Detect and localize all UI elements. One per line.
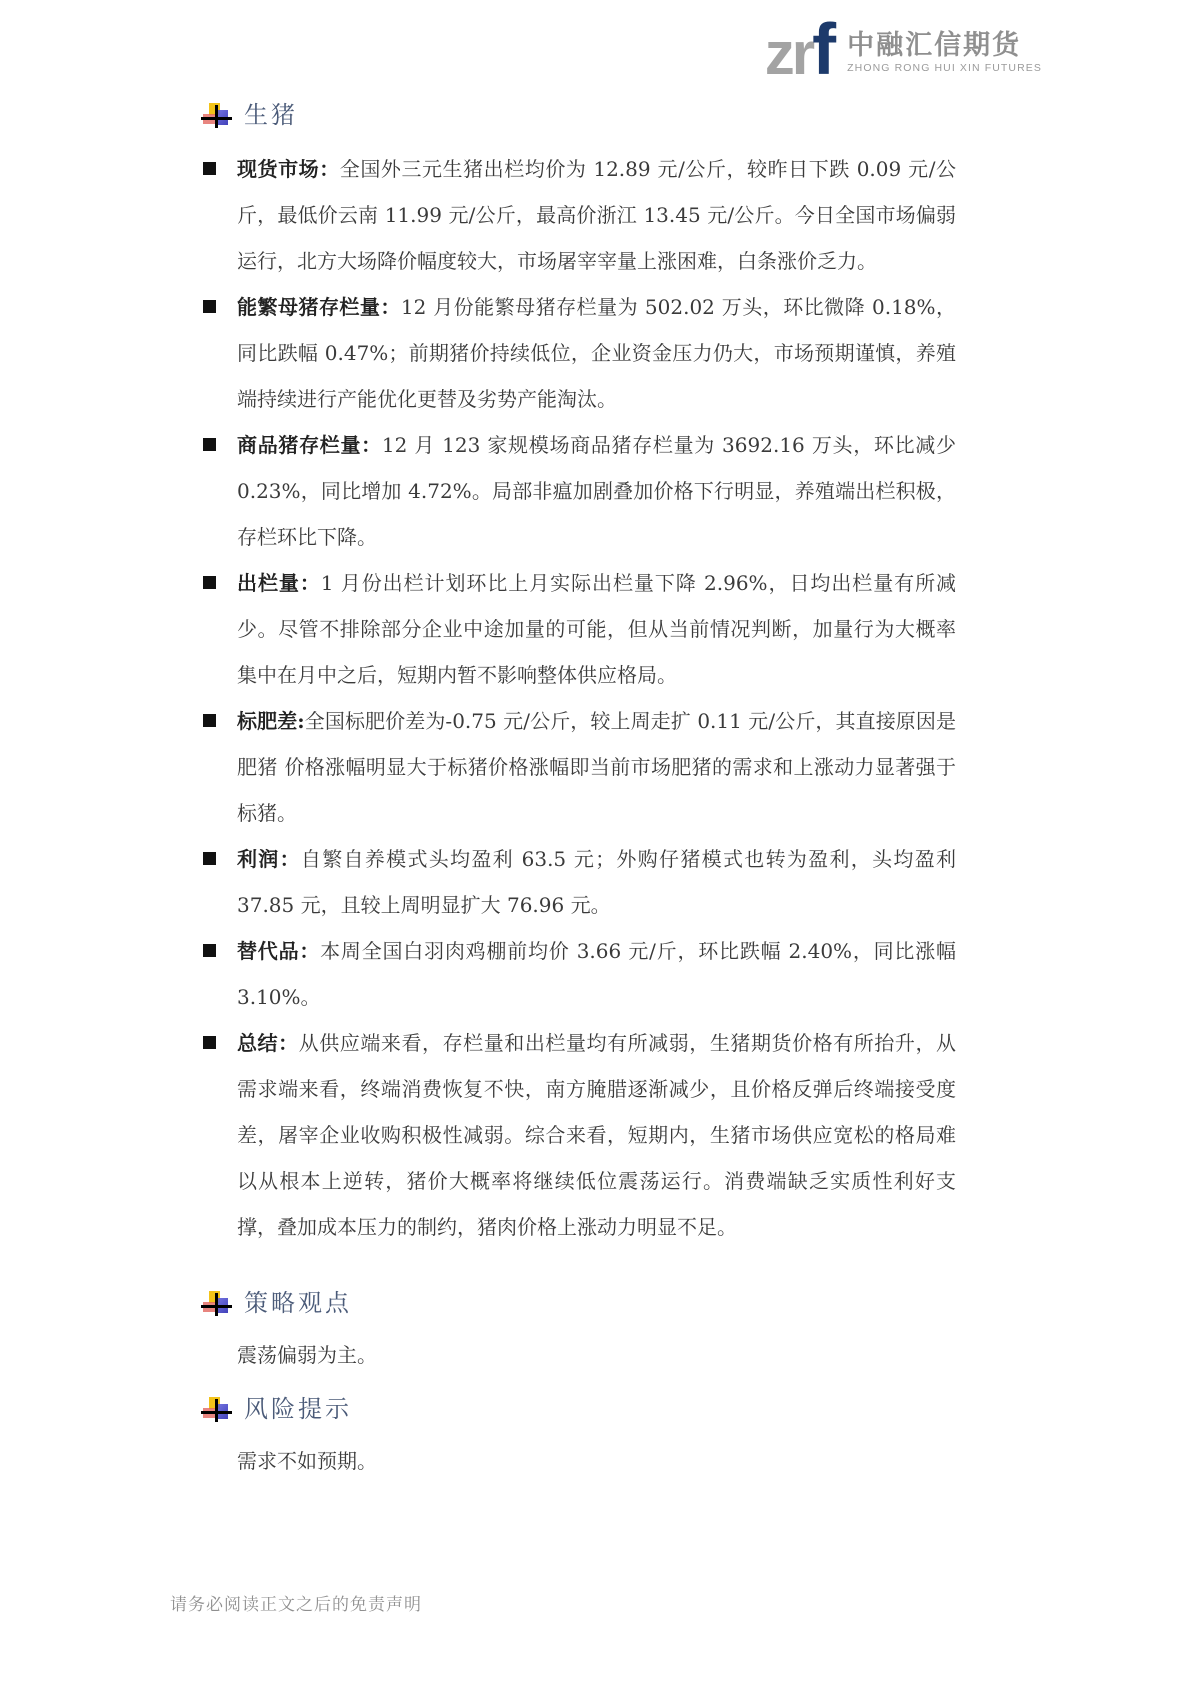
company-name-en: ZHONG RONG HUI XIN FUTURES xyxy=(847,62,1042,74)
bullet-text xyxy=(237,1020,956,1250)
section-title-strategy: 策略观点 xyxy=(244,1289,352,1317)
marker-cross-vertical xyxy=(215,1293,218,1316)
bullet-label: 能繁母猪存栏量： xyxy=(237,295,401,319)
risk-body-text: 需求不如预期。 xyxy=(237,1449,377,1473)
logo-letters-zr: zr xyxy=(764,20,813,87)
section-header-risk xyxy=(203,1392,956,1426)
bullet-standard-fat-spread xyxy=(203,698,956,836)
logo-letter-f: f xyxy=(812,10,834,90)
bullet-slaughter-volume xyxy=(203,560,956,698)
bullet-substitutes xyxy=(203,928,956,1020)
bullet-body: 从供应端来看，存栏量和出栏量均有所减弱，生猪期货价格有所抬升，从需求端来看，终端消费恢复不快，南方腌腊逐渐减少，且价格反弹后终端接受度差，屠宰企业收购积极性减弱。综合来看，短期内，生猪市场供应宽松的格局难以从根本上逆转，猪价大概率将继续低位震荡运行。消费端缺乏实质性利好支撑，叠加成本压力的制约，猪肉价格上涨动力明显不足。 xyxy=(237,1031,957,1239)
company-name-cn: 中融汇信期货 xyxy=(847,30,1022,60)
bullet-label: 替代品： xyxy=(237,939,321,963)
bullet-text xyxy=(237,284,956,422)
section-title-risk: 风险提示 xyxy=(244,1395,352,1423)
bullet-body: 本周全国白羽肉鸡棚前均价 3.66 元/斤，环比跌幅 2.40%，同比涨幅 3.10%。 xyxy=(237,939,956,1009)
section-title-hogs: 生猪 xyxy=(244,101,298,129)
section-marker-icon xyxy=(203,102,230,129)
bullet-body: 全国外三元生猪出栏均价为 12.89 元/公斤，较昨日下跌 0.09 元/公斤，最低价云南 11.99 元/公斤，最高价浙江 13.45 元/公斤。今日全国市场偏弱运行，北方大场降价幅度较大，市场屠宰宰量上涨困难，白条涨价乏力。 xyxy=(237,157,956,273)
bullet-body: 12 月 123 家规模场商品猪存栏量为 3692.16 万头，环比减少 0.23%，同比增加 4.72%。局部非瘟加剧叠加价格下行明显，养殖端出栏积极，存栏环比下降。 xyxy=(237,433,956,549)
bullet-body: 自繁自养模式头均盈利 63.5 元；外购仔猪模式也转为盈利，头均盈利 37.85 元，且较上周明显扩大 76.96 元。 xyxy=(237,847,957,917)
bullet-label: 总结： xyxy=(237,1031,299,1055)
strategy-body-text: 震荡偏弱为主。 xyxy=(237,1343,377,1367)
section-marker-icon xyxy=(203,1290,230,1317)
bullet-summary xyxy=(203,1020,956,1250)
bullet-spot-market xyxy=(203,146,956,284)
bullet-body: 全国标肥价差为-0.75 元/公斤，较上周走扩 0.11 元/公斤，其直接原因是肥猪 价格涨幅明显大于标猪价格涨幅即当前市场肥猪的需求和上涨动力显著强于标猪。 xyxy=(237,709,956,825)
bullet-label: 出栏量： xyxy=(237,571,321,595)
bullet-text xyxy=(237,928,956,1020)
bullet-square-icon xyxy=(203,928,237,1020)
section-marker-icon xyxy=(203,1396,230,1423)
marker-cross-vertical xyxy=(215,105,218,128)
bullet-text xyxy=(237,560,956,698)
bullet-square-icon xyxy=(203,146,237,284)
bullet-square-icon xyxy=(203,284,237,422)
bullet-square-icon xyxy=(203,422,237,560)
bullet-square-icon xyxy=(203,1020,237,1250)
bullet-list xyxy=(203,146,956,1250)
bullet-body: 1 月份出栏计划环比上月实际出栏量下降 2.96%，日均出栏量有所减少。尽管不排除部分企业中途加量的可能，但从当前情况判断，加量行为大概率集中在月中之后，短期内暂不影响整体供应格局。 xyxy=(237,571,957,687)
bullet-text xyxy=(237,146,956,284)
bullet-body: 12 月份能繁母猪存栏量为 502.02 万头，环比微降 0.18%，同比跌幅 0.47%；前期猪价持续低位，企业资金压力仍大，市场预期谨慎，养殖端持续进行产能优化更替及劣势产能淘汰。 xyxy=(237,295,957,411)
footer-disclaimer: 请务必阅读正文之后的免责声明 xyxy=(170,1595,422,1615)
logo-names xyxy=(847,29,1042,75)
bullet-commercial-pig-inventory xyxy=(203,422,956,560)
section-header-hogs xyxy=(203,98,956,132)
bullet-label: 现货市场： xyxy=(237,157,340,181)
bullet-label: 商品猪存栏量： xyxy=(237,433,382,457)
company-logo xyxy=(764,10,1042,90)
bullet-label: 标肥差: xyxy=(237,709,305,733)
bullet-square-icon xyxy=(203,698,237,836)
bullet-square-icon xyxy=(203,560,237,698)
bullet-square-icon xyxy=(203,836,237,928)
bullet-label: 利润： xyxy=(237,847,301,871)
bullet-text xyxy=(237,422,956,560)
bullet-text xyxy=(237,698,956,836)
bullet-sow-inventory xyxy=(203,284,956,422)
marker-cross-vertical xyxy=(215,1399,218,1422)
section-header-strategy xyxy=(203,1286,956,1320)
bullet-profit xyxy=(203,836,956,928)
bullet-text xyxy=(237,836,956,928)
report-content xyxy=(203,98,956,1498)
logo-letters xyxy=(764,10,834,90)
